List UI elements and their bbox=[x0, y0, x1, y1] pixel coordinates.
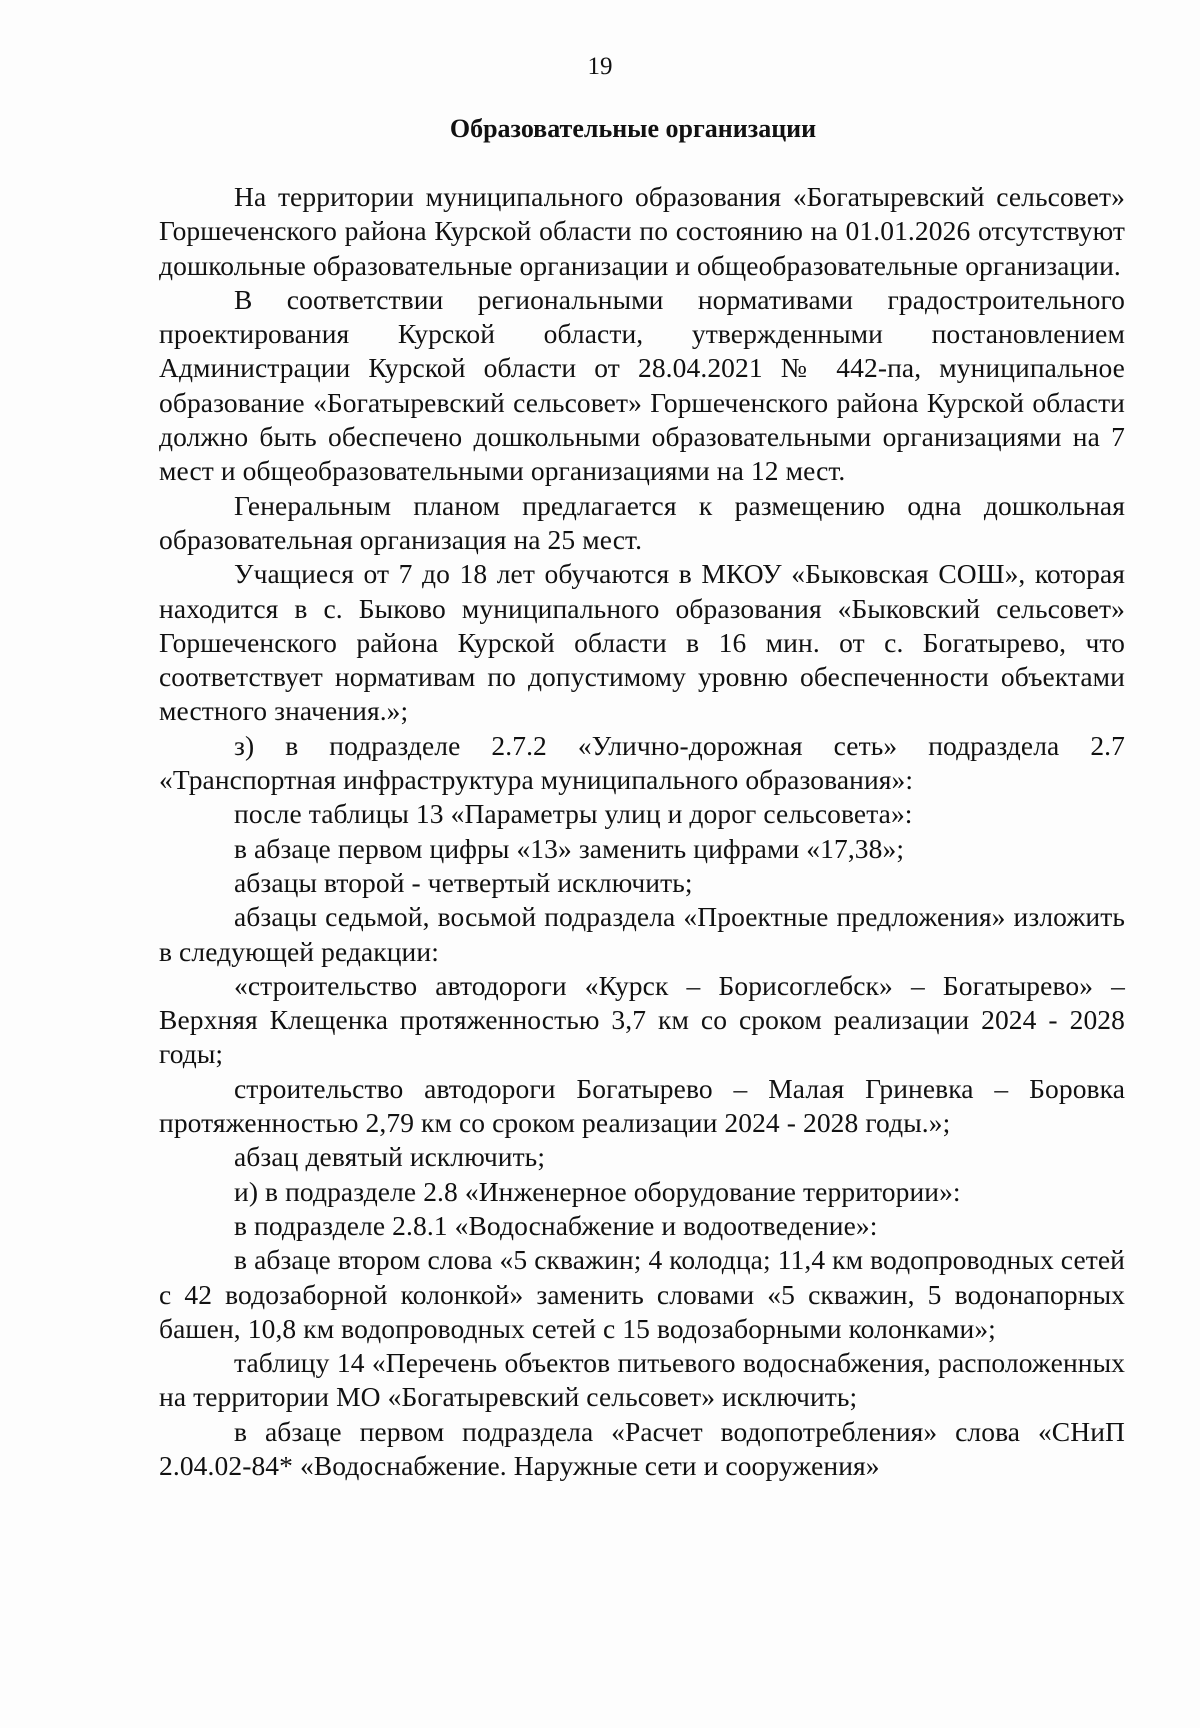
paragraph: и) в подразделе 2.8 «Инженерное оборудование территории»: bbox=[234, 1175, 961, 1207]
paragraph: в абзаце первом цифры «13» заменить цифрами «17,38»; bbox=[234, 832, 905, 864]
paragraph: в абзаце первом подраздела «Расчет водопотребления» слова «СНиП 2.04.02-84* «Водоснабжение. Наружные сети и сооружения» bbox=[159, 1415, 1125, 1481]
paragraph: абзац девятый исключить; bbox=[234, 1141, 546, 1173]
paragraph: строительство автодороги Богатырево – Малая Гриневка – Боровка протяженностью 2,79 км со сроком реализации 2024 - 2028 годы.»; bbox=[159, 1072, 1125, 1139]
paragraph: абзацы седьмой, восьмой подраздела «Проектные предложения» изложить в следующей редакции: bbox=[159, 901, 1125, 967]
paragraph: абзацы второй - четвертый исключить; bbox=[234, 866, 693, 898]
paragraph: В соответствии региональными нормативами градостроительного проектирования Курской области, утвержденными постановлением Администрации Курской области от 28.04.2021 № 442-па, муниципальное образование «Богатыревский сельсовет» Горшеченского района Курской области должно быть обеспечено дошкольными образовательными организациями на 7 мест и общеобразовательными организациями на 12 мест. bbox=[159, 283, 1125, 487]
paragraph: «строительство автодороги «Курск – Борисоглебск» – Богатырево» – Верхняя Клещенка протяженностью 3,7 км со сроком реализации 2024 - 2028 годы; bbox=[159, 969, 1125, 1070]
paragraph: в подразделе 2.8.1 «Водоснабжение и водоотведение»: bbox=[234, 1209, 878, 1241]
paragraph: таблицу 14 «Перечень объектов питьевого водоснабжения, расположенных на территории МО «Богатыревский сельсовет» исключить; bbox=[159, 1347, 1125, 1413]
paragraph: Генеральным планом предлагается к размещению одна дошкольная образовательная организация на 25 мест. bbox=[159, 489, 1125, 555]
paragraph: з) в подразделе 2.7.2 «Улично-дорожная сеть» подраздела 2.7 «Транспортная инфраструктура муниципального образования»: bbox=[159, 729, 1125, 796]
paragraph: после таблицы 13 «Параметры улиц и дорог сельсовета»: bbox=[234, 798, 913, 830]
paragraph: в абзаце втором слова «5 скважин; 4 колодца; 11,4 км водопроводных сетей с 42 водозаборной колонкой» заменить словами «5 скважин, 5 водонапорных башен, 10,8 км водопроводных сетей с 15 водозаборными колонками»; bbox=[159, 1244, 1125, 1344]
document-body bbox=[159, 180, 1125, 1483]
paragraph: На территории муниципального образования «Богатыревский сельсовет» Горшеченского района Курской области по состоянию на 01.01.2026 отсутствуют дошкольные образовательные организации и общеобразовательные организации. bbox=[159, 181, 1125, 281]
section-title: Образовательные организации bbox=[449, 114, 817, 143]
paragraph: Учащиеся от 7 до 18 лет обучаются в МКОУ «Быковская СОШ», которая находится в с. Быково муниципального образования «Быковский сельсовет» Горшеченского района Курской области в 16 мин. от с. Богатырево, что соответствует нормативам по допустимому уровню обеспеченности объектами местного значения.»; bbox=[159, 558, 1125, 727]
page-number: 19 bbox=[587, 53, 613, 80]
